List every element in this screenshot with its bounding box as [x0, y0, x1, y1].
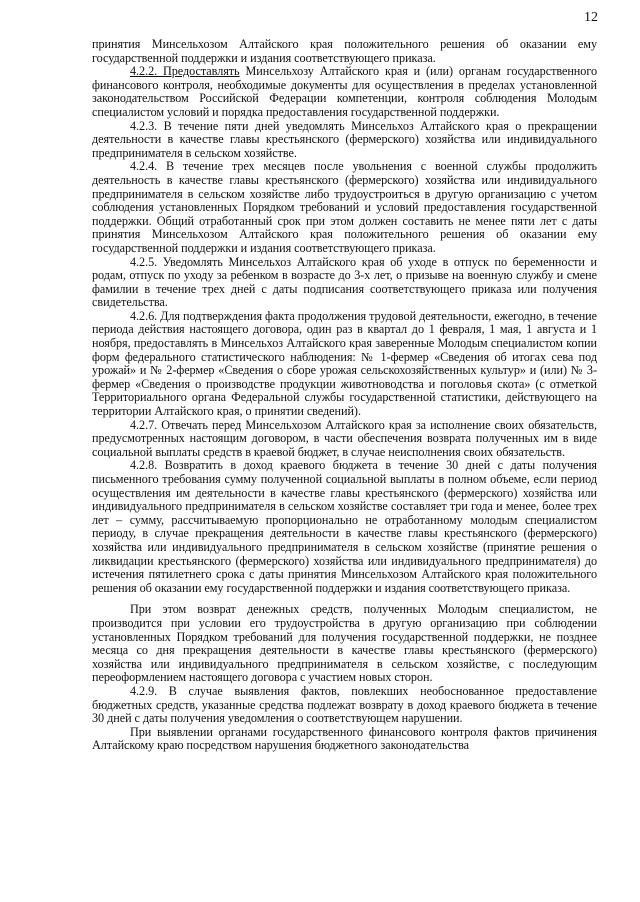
paragraph-lead: 4.2.4. В течение трех месяцев после увольнения с военной службы продолжить	[130, 159, 597, 174]
paragraph-text: перед Минсельхозом Алтайского края за исполнение своих обязательств, предусмотренных настоящим договором, в части обеспечения возврата полученных им в виде социальной выплаты средств в краевой бюджет, в случае неисполнения своих обязательств.	[92, 417, 597, 459]
paragraph-lead: 4.2.5. Уведомлять	[130, 254, 223, 269]
paragraph-4-2-2	[92, 65, 597, 119]
paragraph-refund-exception	[92, 603, 597, 685]
paragraph-text: Минсельхоз Алтайского края о прекращении деятельности в качестве главы крестьянского (фермерского) хозяйства или индивидуального предпринимателя в сельском хозяйстве.	[92, 118, 597, 160]
paragraph-text: деятельность в качестве главы крестьянского (фермерского) хозяйства или индивидуального предпринимателя в сельском хозяйстве либо трудоустроиться в другую организацию с учетом соблюдения установленных Порядком требований и условий предоставления государственной поддержки. Общий отработанный срок при этом должен составить не менее пяти лет с даты принятия Минсельхозом Алтайского края положительного решения об оказании ему государственной поддержки и издания соответствующего приказа.	[92, 172, 597, 255]
page-number: 12	[584, 10, 598, 25]
paragraph-continuation	[92, 38, 597, 65]
paragraph-4-2-9	[92, 685, 597, 726]
paragraph-text: При этом возврат денежных средств, полученных Молодым специалистом, не производится при условии его трудоустройства в другую организацию при соблюдении установленных Порядком требований для получения государственной поддержки, не позднее месяца со дня прекращения деятельности в качестве главы крестьянского (фермерского) хозяйства или индивидуального предпринимателя в сельском хозяйстве, с последующим переоформлением настоящего договора с участием новых сторон.	[92, 602, 597, 685]
paragraph-4-2-6	[92, 310, 597, 419]
paragraph-4-2-8	[92, 459, 597, 595]
paragraph-4-2-3	[92, 120, 597, 161]
paragraph-4-2-5	[92, 256, 597, 310]
paragraph-text: Минсельхоз Алтайского края об уходе в отпуск по беременности и родам, отпуск по уходу за ребенком в возрасте до 3-х лет, о призыве на военную службу и смене фамилии в течение трех дней с даты подписания соответствующего приказа или получения свидетельства.	[92, 254, 597, 310]
paragraph-lead: 4.2.2. Предоставлять	[130, 64, 240, 79]
paragraph-financial-control	[92, 726, 597, 753]
paragraph-text: в доход краевого бюджета в течение 30 дней с даты получения письменного требования сумму полученной социальной выплаты в полном объеме, если период осуществления им деятельности в качестве главы крестьянского (фермерского) хозяйства или индивидуального предпринимателя в сельском хозяйстве составляет три года и менее, более трех лет – сумму, рассчитываемую пропорционально не отработанному молодым специалистом периоду, в случае прекращения деятельности в качестве главы крестьянского (фермерского) хозяйства или индивидуального предпринимателя в сельском хозяйстве (принятие решения о ликвидации крестьянского (фермерского) хозяйства или индивидуального предпринимателя) до истечения пятилетнего срока с даты принятия Минсельхозом Алтайского края положительного решения об оказании ему государственной поддержки и издания соответствующего приказа.	[92, 458, 597, 595]
paragraph-lead: 4.2.9. В случае выявления	[130, 683, 290, 698]
paragraph-4-2-7	[92, 419, 597, 460]
paragraph-text: принятия Минсельхозом Алтайского края положительного решения об оказании ему государственной поддержки и издания соответствующего приказа.	[92, 37, 597, 65]
document-body	[92, 38, 597, 753]
paragraph-lead: 4.2.6. Для подтверждения	[130, 308, 263, 323]
paragraph-lead: 4.2.8. Возвратить	[130, 458, 223, 473]
paragraph-lead: 4.2.7. Отвечать	[130, 417, 208, 432]
paragraph-text: Минсельхозу Алтайского края и (или) органам государственного финансового контроля, необходимые документы для осуществления в пределах установленной законодательством Российской Федерации компетенции, контроля соблюдения Молодым специалистом условий и порядка предоставления государственной поддержки.	[92, 64, 598, 119]
paragraph-lead: 4.2.3. В течение пяти дней уведомлять	[130, 118, 345, 133]
paragraph-text: факта продолжения трудовой деятельности, ежегодно, в течение периода действия настоящего договора, один раз в квартал до 1 февраля, 1 мая, 1 августа и 1 ноября, предоставлять в Минсельхоз Алтайского края заверенные Молодым специалистом копии форм федерального статистического наблюдения: № 1-фермер «Сведения об итогах сева под урожай» и № 2-фермер «Сведения о сборе урожая сельскохозяйственных культур» и (или) № 3-фермер «Сведения о производстве продукции животноводства и поголовья скота» (с отметкой Территориального органа Федеральной службы государственной статистики, действующего на территории Алтайского края, о принятии сведений).	[92, 308, 598, 419]
paragraph-4-2-4	[92, 160, 597, 255]
paragraph-text: фактов, повлекших необоснованное предоставление бюджетных средств, указанные средства подлежат возврату в доход краевого бюджета в течение 30 дней с даты получения уведомления о соответствующем нарушении.	[92, 683, 597, 726]
paragraph-text: При выявлении органами государственного финансового контроля фактов причинения Алтайскому краю посредством нарушения бюджетного законодательства	[92, 724, 597, 753]
